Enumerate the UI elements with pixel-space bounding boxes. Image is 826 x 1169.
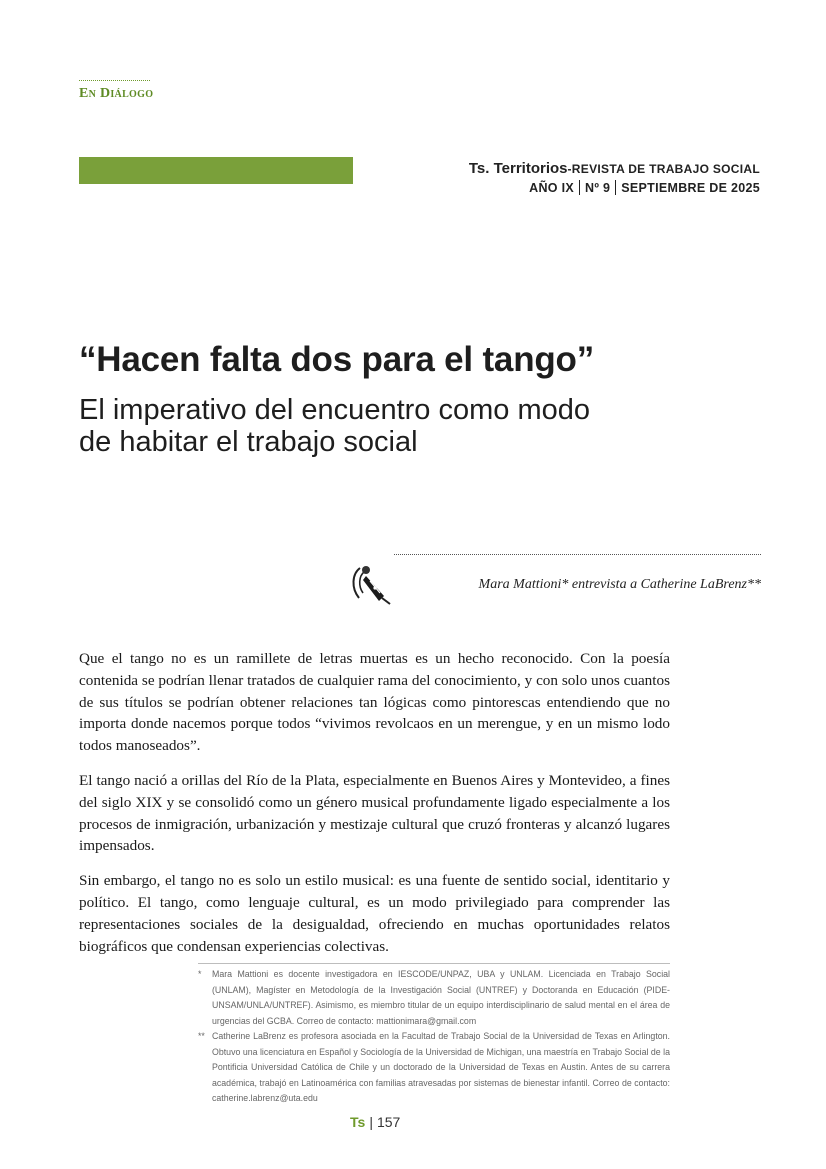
body-paragraph: El tango nació a orillas del Río de la Plata, especialmente en Buenos Aires y Montevideo, a fines del siglo XIX y se consolidó como un género musical profundamente ligado especialmente a los procesos de inmigración, urbanización y mestizaje cultural que cruzó fronteras y alcanzó lugares impensados. — [79, 771, 670, 855]
journal-name: Ts. Territorios — [468, 160, 568, 177]
journal-subtitle: -REVISTA DE TRABAJO SOCIAL — [567, 162, 760, 176]
footer-brand: Ts — [350, 1114, 366, 1130]
footnote-text: Catherine LaBrenz es profesora asociada en la Facultad de Trabajo Social de la Universidad de Texas en Arlington. Obtuvo una licenciatura en Español y Sociología de la Universidad de Michigan, una maestría en Trabajo Social de la Pontificia Universidad Católica de Chile y un doctorado de la Universidad de Texas en Austin. Antes de su carrera académica, trabajó en Latinoamérica con familias atravesadas por sistemas de bienestar infantil. Correo de contacto: catherine.labrenz@uta.edu — [212, 1031, 670, 1103]
footnote-text: Mara Mattioni es docente investigadora en IESCODE/UNPAZ, UBA y UNLAM. Licenciada en Trabajo Social (UNLAM), Magíster en Metodología de la Investigación Social (UNTREF) y Doctoranda en Educación (PIDE-UNSAM/UNLA/UNTREF). Asimismo, es miembro titular de un equipo interdisciplinario de salud mental en el área de urgencias del GCBA. Correo de contacto: mattionimara@gmail.com — [212, 969, 670, 1026]
footer-separator: | — [369, 1114, 373, 1130]
issue-separator — [615, 180, 616, 195]
section-divider — [79, 80, 150, 81]
byline-rule — [394, 554, 761, 555]
footnotes — [198, 967, 670, 1107]
article-subtitle-line: El imperativo del encuentro como modo — [79, 394, 590, 426]
accent-bar — [79, 157, 353, 184]
footnote-rule — [198, 963, 670, 964]
fountain-pen-nib-icon — [346, 558, 394, 606]
footnote-mark: * — [198, 969, 202, 979]
article-body — [79, 648, 670, 970]
article-subtitle — [79, 394, 719, 458]
footnote — [198, 967, 670, 1029]
page-number: 157 — [376, 1114, 401, 1130]
journal-header — [469, 160, 760, 195]
section-label: En Diálogo — [79, 86, 154, 101]
journal-year: AÑO IX — [529, 181, 574, 195]
article-subtitle-line: de habitar el trabajo social — [79, 426, 418, 458]
article-title: “Hacen falta dos para el tango” — [79, 340, 595, 379]
page-footer — [350, 1114, 400, 1130]
footnote-mark: ** — [198, 1031, 205, 1041]
journal-number: Nº 9 — [585, 181, 611, 195]
journal-date: SEPTIEMBRE DE 2025 — [621, 181, 760, 195]
body-paragraph: Sin embargo, el tango no es solo un estilo musical: es una fuente de sentido social, identitario y político. El tango, como lenguaje cultural, es un modo privilegiado para comprender las representaciones sociales de la desigualdad, ofreciendo en muchas oportunidades relatos biográficos que condensan experiencias colectivas. — [79, 872, 670, 955]
byline: Mara Mattioni* entrevista a Catherine LaBrenz** — [478, 577, 761, 592]
journal-title-line — [469, 160, 760, 177]
journal-issue-line — [469, 180, 760, 195]
issue-separator — [579, 180, 580, 195]
body-paragraph: Que el tango no es un ramillete de letras muertas es un hecho reconocido. Con la poesía contenida se podrían llenar tratados de cualquier rama del conocimiento, y con solo unos cuantos de sus títulos se podrían obtener relaciones tan lógicas como pintorescas entendiendo que no importa donde nacemos porque todos “vivimos revolcaos en un merengue, y en un mismo lodo todos manoseados”. — [79, 650, 670, 755]
footnote — [198, 1029, 670, 1107]
